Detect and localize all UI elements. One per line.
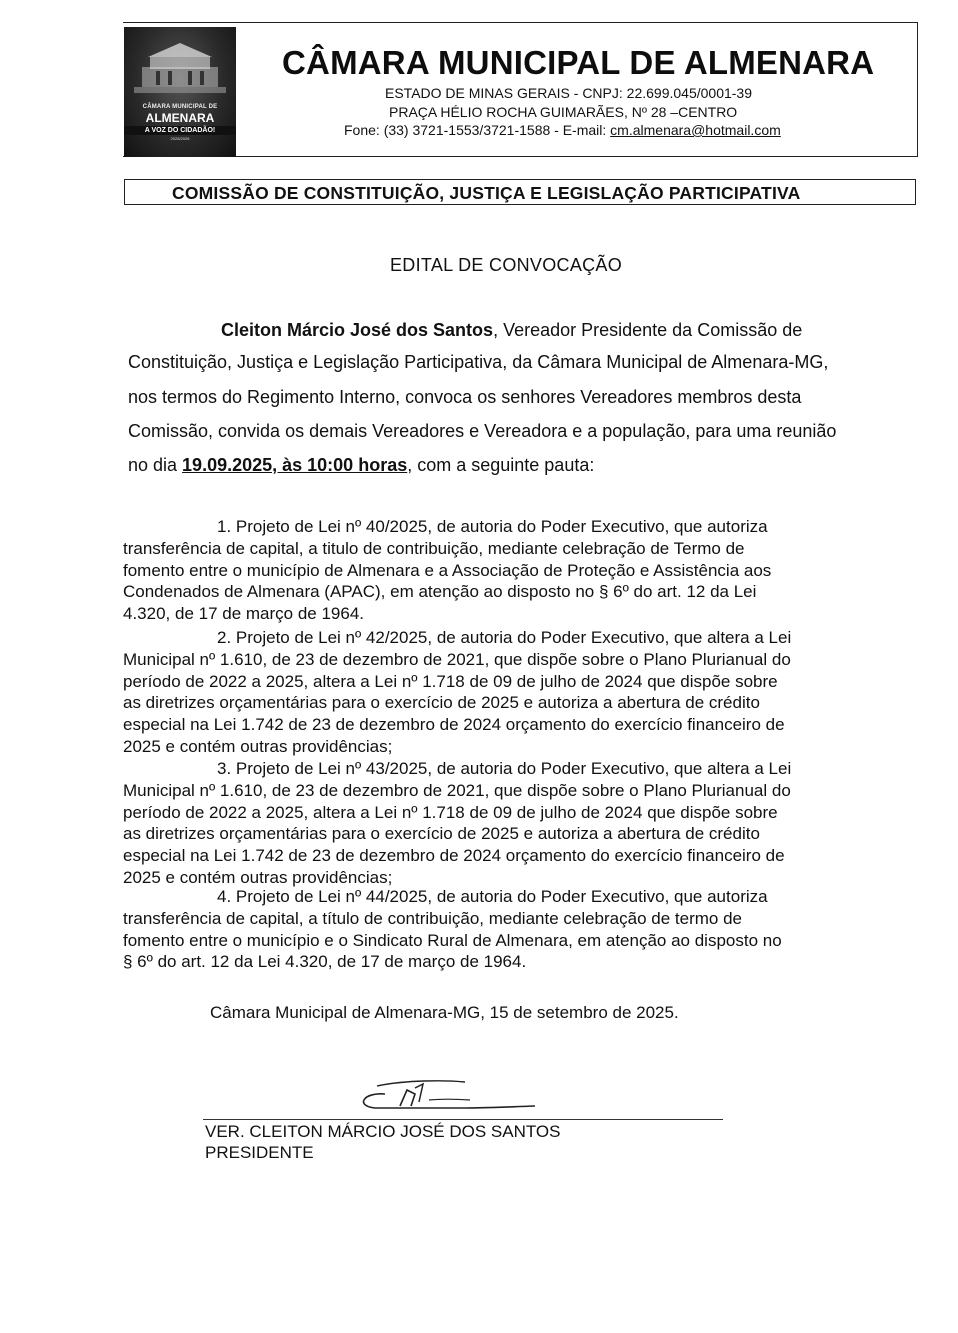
agenda-item-3-line-4: as diretrizes orçamentárias para o exercício de 2025 e autoriza a abertura de crédito [123, 824, 760, 844]
president-name: Cleiton Márcio José dos Santos [221, 320, 494, 340]
agenda-item-1-line-1: 1. Projeto de Lei nº 40/2025, de autoria do Poder Executivo, que autoriza [217, 517, 768, 536]
signature-mark [345, 1072, 545, 1122]
agenda-item-2-line-1: 2. Projeto de Lei nº 42/2025, de autoria do Poder Executivo, que altera a Lei [217, 628, 792, 647]
logo-city: ALMENARA [145, 111, 215, 125]
intro-line-4: Comissão, convida os demais Vereadores e Vereadora e a população, para uma reunião [128, 421, 837, 441]
org-contact [344, 122, 781, 138]
agenda-item-4-line-2: transferência de capital, a título de contribuição, mediante celebração de termo de [123, 908, 742, 928]
document-title: EDITAL DE CONVOCAÇÃO [390, 255, 623, 275]
signature-line [203, 1119, 723, 1120]
agenda-item-1-line-4: Condenados de Almenara (APAC), em atenção ao disposto no § 6º do art. 12 da Lei [123, 582, 757, 602]
agenda-item-2-line-6: 2025 e contém outras providências; [123, 737, 393, 756]
agenda-item-2-line-2: Municipal nº 1.610, de 23 de dezembro de 2021, que dispõe sobre o Plano Plurianual do [123, 649, 791, 669]
signer-name: VER. CLEITON MÁRCIO JOSÉ DOS SANTOS [205, 1122, 561, 1141]
org-phone: Fone: (33) 3721-1553/3721-1588 - E-mail: [344, 122, 611, 138]
agenda-item-2-line-4: as diretrizes orçamentárias para o exercício de 2025 e autoriza a abertura de crédito [123, 693, 760, 713]
agenda-item-4-line-3: fomento entre o município e o Sindicato Rural de Almenara, em atenção ao disposto no [123, 930, 782, 950]
agenda-item-2-line-3: período de 2022 a 2025, altera a Lei nº 1.718 de 09 de julho de 2024 que dispõe sobre [123, 671, 778, 691]
committee-name: COMISSÃO DE CONSTITUIÇÃO, JUSTIÇA E LEGISLAÇÃO PARTICIPATIVA [172, 183, 801, 203]
chamber-logo [124, 27, 236, 157]
agenda-item-3-line-3: período de 2022 a 2025, altera a Lei nº 1.718 de 09 de julho de 2024 que dispõe sobre [123, 802, 778, 822]
signer-role: PRESIDENTE [205, 1143, 314, 1162]
agenda-item-3-line-5: especial na Lei 1.742 de 23 de dezembro de 2024 orçamento do exercício financeiro de [123, 846, 785, 866]
intro-line-5: no dia 19.09.2025, às 10:00 horas, com a seguinte pauta: [128, 455, 595, 475]
agenda-item-2-line-5: especial na Lei 1.742 de 23 de dezembro de 2024 orçamento do exercício financeiro de [123, 715, 785, 735]
agenda-item-1-line-5: 4.320, de 17 de março de 1964. [123, 604, 365, 624]
agenda-item-1-line-3: fomento entre o município de Almenara e a Associação de Proteção e Assistência aos [123, 560, 772, 580]
agenda-item-4-line-1: 4. Projeto de Lei nº 44/2025, de autoria do Poder Executivo, que autoriza [217, 887, 768, 906]
intro-line-1: Cleiton Márcio José dos Santos, Vereador Presidente da Comissão de [221, 320, 803, 340]
agenda-item-1-line-2: transferência de capital, a titulo de contribuição, mediante celebração de Termo de [123, 538, 745, 558]
intro-line-2: Constituição, Justiça e Legislação Participativa, da Câmara Municipal de Almenara-MG, [128, 352, 829, 372]
org-state-cnpj: ESTADO DE MINAS GERAIS - CNPJ: 22.699.045/0001-39 [385, 85, 753, 101]
logo-caption: CÂMARA MUNICIPAL DE [142, 104, 218, 110]
agenda-item-3-line-1: 3. Projeto de Lei nº 43/2025, de autoria do Poder Executivo, que altera a Lei [217, 759, 792, 778]
agenda-item-3-line-6: 2025 e contém outras providências; [123, 868, 393, 887]
meeting-datetime: 19.09.2025, às 10:00 horas [182, 455, 408, 475]
closing-place-date: Câmara Municipal de Almenara-MG, 15 de setembro de 2025. [210, 1003, 679, 1022]
org-email: cm.almenara@hotmail.com [610, 122, 781, 138]
agenda-item-3-line-2: Municipal nº 1.610, de 23 de dezembro de 2021, que dispõe sobre o Plano Plurianual do [123, 780, 791, 800]
org-address: PRAÇA HÉLIO ROCHA GUIMARÃES, Nº 28 –CENTRO [389, 104, 738, 120]
logo-slogan: A VOZ DO CIDADÃO! [124, 126, 236, 135]
org-name: CÂMARA MUNICIPAL DE ALMENARA [282, 44, 875, 81]
agenda-item-4-line-4: § 6º do art. 12 da Lei 4.320, de 17 de março de 1964. [123, 952, 527, 972]
building-icon [124, 27, 236, 107]
intro-line-3: nos termos do Regimento Interno, convoca os senhores Vereadores membros desta [128, 387, 802, 407]
logo-term: 2025/2026 [170, 136, 190, 141]
